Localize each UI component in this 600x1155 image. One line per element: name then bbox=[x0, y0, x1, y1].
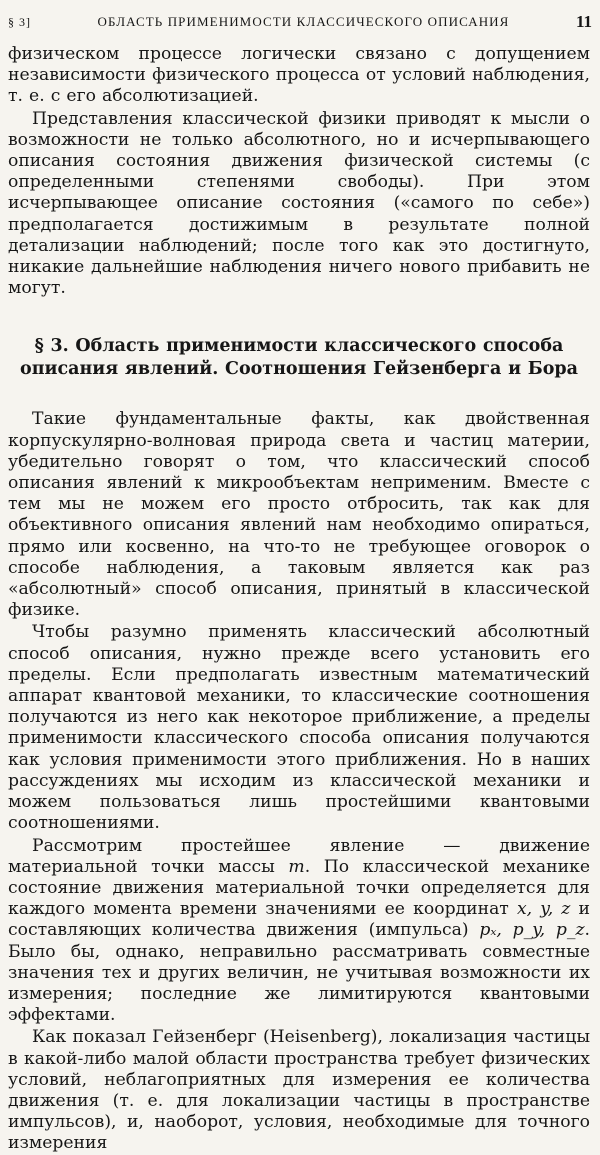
section-heading-line-1: § 3. Область применимости классического способа bbox=[34, 336, 564, 357]
paragraph-classical-representations: Представления классической физики приводят к мысли о возможности не только абсолютного, но и исчерпывающего описания состояния движения физической системы (с определенными степенями свободы). При этом исчерпывающее описание состояния («самого по себе») предполагается достижимым в результате полной детализации наблюдений; после того как это достигнуто, никакие дальнейшие наблюдения ничего нового прибавить не могут. bbox=[8, 108, 590, 299]
paragraph-reasonable-application: Чтобы разумно применять классический абсолютный способ описания, нужно прежде всего установить его пределы. Если предполагать известным математический аппарат квантовой механики, то классические соотношения получаются из него как некоторое приближение, а пределы применимости классического способа описания получаются как условия применимости этого приближения. Но в наших рассуждениях мы исходим из классической механики и можем пользоваться лишь простейшими квантовыми соотношениями. bbox=[8, 622, 590, 834]
paragraph-simplest-phenomenon bbox=[8, 836, 590, 1027]
running-head-section: § 3] bbox=[8, 14, 31, 29]
text-run: . Было бы, однако, неправильно рассматривать совместные значения тех и других величин, не учитывая возможности их измерения; последние же лимитируются квантовыми эффектами. bbox=[8, 920, 590, 1026]
paragraph-heisenberg: Как показал Гейзенберг (Heisenberg), локализация частицы в какой-либо малой области пространства требует физических условий, неблагоприятных для измерения ее количества движения (т. е. для локализации частицы в пространстве импульсов), и, наоборот, условия, необходимые для точного измерения bbox=[8, 1027, 590, 1154]
paragraph-continued: физическом процессе логически связано с допущением независимости физического процесса от условий наблюдения, т. е. с его абсолютизацией. bbox=[8, 44, 590, 107]
variable-mass: m bbox=[288, 856, 305, 877]
running-head bbox=[8, 8, 592, 36]
section-heading-line-2: описания явлений. Соотношения Гейзенберга и Бора bbox=[20, 359, 578, 380]
page-body bbox=[8, 44, 590, 1155]
text-run: и составляющих количества движения (импульса) bbox=[8, 899, 590, 941]
text-run: . По классической механике состояние движения материальной точки определяется для каждого момента времени значениями ее координат bbox=[8, 856, 590, 920]
paragraph-fundamental-facts: Такие фундаментальные факты, как двойственная корпускулярно-волновая природа света и частиц материи, убедительно говорят о том, что классический способ описания явлений к микрообъектам неприменим. Вместе с тем мы не можем его просто отбросить, так как для объективного описания явлений нам необходимо опираться, прямо или косвенно, на что-то не требующее оговорок о способе наблюдения, а таковым является как раз «абсолютный» способ описания, принятый в классической физике. bbox=[8, 409, 590, 621]
variable-momenta: pₓ, p_y, p_z bbox=[479, 920, 585, 941]
text-run: Рассмотрим простейшее явление — движение материальной точки массы bbox=[8, 835, 590, 877]
running-head-title: ОБЛАСТЬ ПРИМЕНИМОСТИ КЛАССИЧЕСКОГО ОПИСАНИЯ bbox=[97, 14, 510, 29]
section-heading bbox=[8, 335, 590, 381]
variable-coordinates: x, y, z bbox=[516, 899, 571, 920]
page-number: 11 bbox=[575, 12, 592, 31]
